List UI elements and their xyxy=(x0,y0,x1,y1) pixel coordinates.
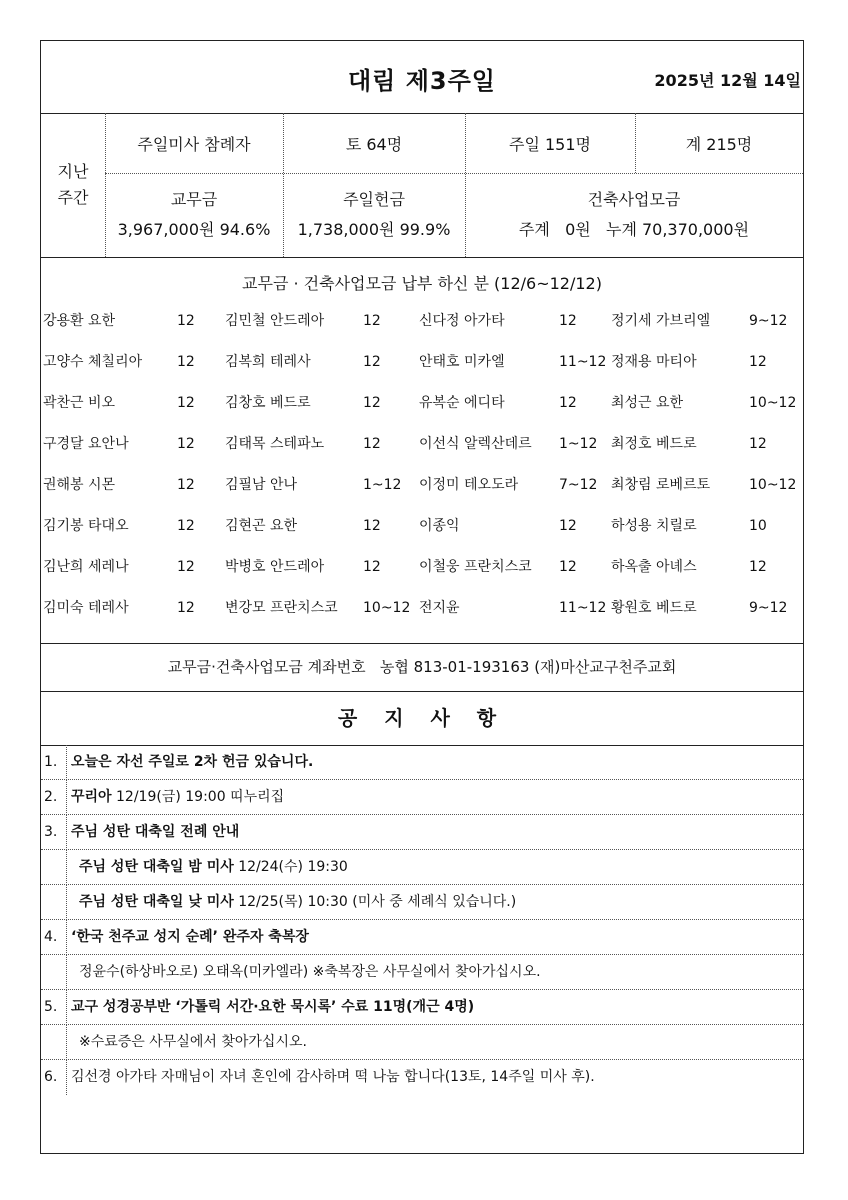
donor-row: 안태호 미카엘 11~12 xyxy=(419,354,607,370)
dues-label: 교무금 xyxy=(170,190,218,209)
notice-item: 1. 오늘은 자선 주일로 2차 헌금 있습니다. xyxy=(41,745,803,780)
donor-row: 최정호 베드로 12 xyxy=(611,436,767,452)
donor-row: 김민철 안드레아 12 xyxy=(225,313,381,329)
donor-row: 구경달 요안나 12 xyxy=(43,436,195,452)
donor-column-1 xyxy=(43,301,223,629)
donor-row: 정재용 마티아 12 xyxy=(611,354,767,370)
donor-row: 김난희 세레나 12 xyxy=(43,559,195,575)
page-title: 대림 제3주일 xyxy=(348,67,496,95)
account-info: 교무금·건축사업모금 계좌번호 농협 813-01-193163 (재)마산교구천주교회 xyxy=(41,643,803,692)
bulletin-date: 2025년 12월 14일 xyxy=(654,71,801,90)
donor-row: 최창림 로베르토 10~12 xyxy=(611,477,797,493)
donor-row: 최성근 요한 10~12 xyxy=(611,395,797,411)
donor-row: 박병호 안드레아 12 xyxy=(225,559,381,575)
donor-row: 신다정 아가타 12 xyxy=(419,313,577,329)
notice-item: 2. 꾸리아 12/19(금) 19:00 띠누리집 xyxy=(41,780,803,815)
donor-row: 김미숙 테레사 12 xyxy=(43,600,195,616)
donor-row: 황원호 베드로 9~12 xyxy=(611,600,788,616)
notice-list xyxy=(41,745,803,1095)
bulletin-header xyxy=(41,41,803,114)
sunday-attendance: 주일 151명 xyxy=(509,134,591,154)
donor-row: 이정미 테오도라 7~12 xyxy=(419,477,598,493)
donor-row: 하옥출 아녜스 12 xyxy=(611,559,767,575)
donor-row: 김복희 테레사 12 xyxy=(225,354,381,370)
donor-row: 유복순 에디타 12 xyxy=(419,395,577,411)
donor-row: 김현곤 요한 12 xyxy=(225,518,381,534)
donor-row: 전지윤 11~12 xyxy=(419,600,607,616)
bulletin-page xyxy=(40,40,804,1154)
notice-subitem: ※수료증은 사무실에서 찾아가십시오. xyxy=(41,1025,803,1060)
donor-row: 고양수 체칠리아 12 xyxy=(43,354,195,370)
donor-row: 김기봉 타대오 12 xyxy=(43,518,195,534)
donor-row: 하성용 치릴로 10 xyxy=(611,518,767,534)
total-attendance: 계 215명 xyxy=(685,134,753,154)
donor-column-3 xyxy=(419,301,611,629)
notice-item: 5. 교구 성경공부반 ‘가톨릭 서간·요한 묵시록’ 수료 11명(개근 4명) xyxy=(41,990,803,1025)
donor-row: 이철웅 프란치스코 12 xyxy=(419,559,577,575)
notice-item: 6. 김선경 아가타 자매님이 자녀 혼인에 감사하며 떡 나눔 합니다(13토, 14주일 미사 후). xyxy=(41,1060,803,1095)
donor-row: 곽찬근 비오 12 xyxy=(43,395,195,411)
donor-list-title: 교무금 · 건축사업모금 납부 하신 분 (12/6~12/12) xyxy=(242,274,602,293)
offering-label: 주일헌금 xyxy=(343,190,405,209)
donor-row: 이선식 알렉산데르 1~12 xyxy=(419,436,598,452)
donor-column-2 xyxy=(225,301,417,629)
building-fund-value: 주계 0원 누계 70,370,000원 xyxy=(518,220,750,239)
saturday-attendance: 토 64명 xyxy=(345,134,403,154)
donor-row: 이종익 12 xyxy=(419,518,577,534)
donor-row: 강용환 요한 12 xyxy=(43,313,195,329)
offering-cell xyxy=(283,173,465,257)
notice-subitem: 정윤수(하상바오로) 오태옥(미카엘라) ※축복장은 사무실에서 찾아가십시오. xyxy=(41,955,803,990)
donor-row: 김태목 스테파노 12 xyxy=(225,436,381,452)
notice-item: 3. 주님 성탄 대축일 전례 안내 xyxy=(41,815,803,850)
donor-column-4 xyxy=(611,301,801,629)
notice-item: 4. ‘한국 천주교 성지 순례’ 완주자 축복장 xyxy=(41,920,803,955)
attendance-label: 주일미사 참례자 xyxy=(137,134,251,154)
donor-row: 정기세 가브리엘 9~12 xyxy=(611,313,788,329)
donor-row: 변강모 프란치스코 10~12 xyxy=(225,600,411,616)
notice-subitem: 주님 성탄 대축일 밤 미사 12/24(수) 19:30 xyxy=(41,850,803,885)
offering-value: 1,738,000원 99.9% xyxy=(297,220,451,239)
weekly-stats-table xyxy=(41,113,803,258)
donor-row: 김창호 베드로 12 xyxy=(225,395,381,411)
dues-cell xyxy=(105,173,283,257)
building-fund-label: 건축사업모금 xyxy=(587,190,681,209)
dues-value: 3,967,000원 94.6% xyxy=(117,220,271,239)
donor-row: 권해봉 시몬 12 xyxy=(43,477,195,493)
notice-subitem: 주님 성탄 대축일 낮 미사 12/25(목) 10:30 (미사 중 세례식 있습니다.) xyxy=(41,885,803,920)
notices-title: 공 지 사 항 xyxy=(41,691,803,746)
building-fund-cell xyxy=(465,173,803,257)
last-week-label: 지난 주간 xyxy=(57,162,89,207)
donor-row: 김필남 안나 1~12 xyxy=(225,477,402,493)
donor-list xyxy=(41,257,803,644)
